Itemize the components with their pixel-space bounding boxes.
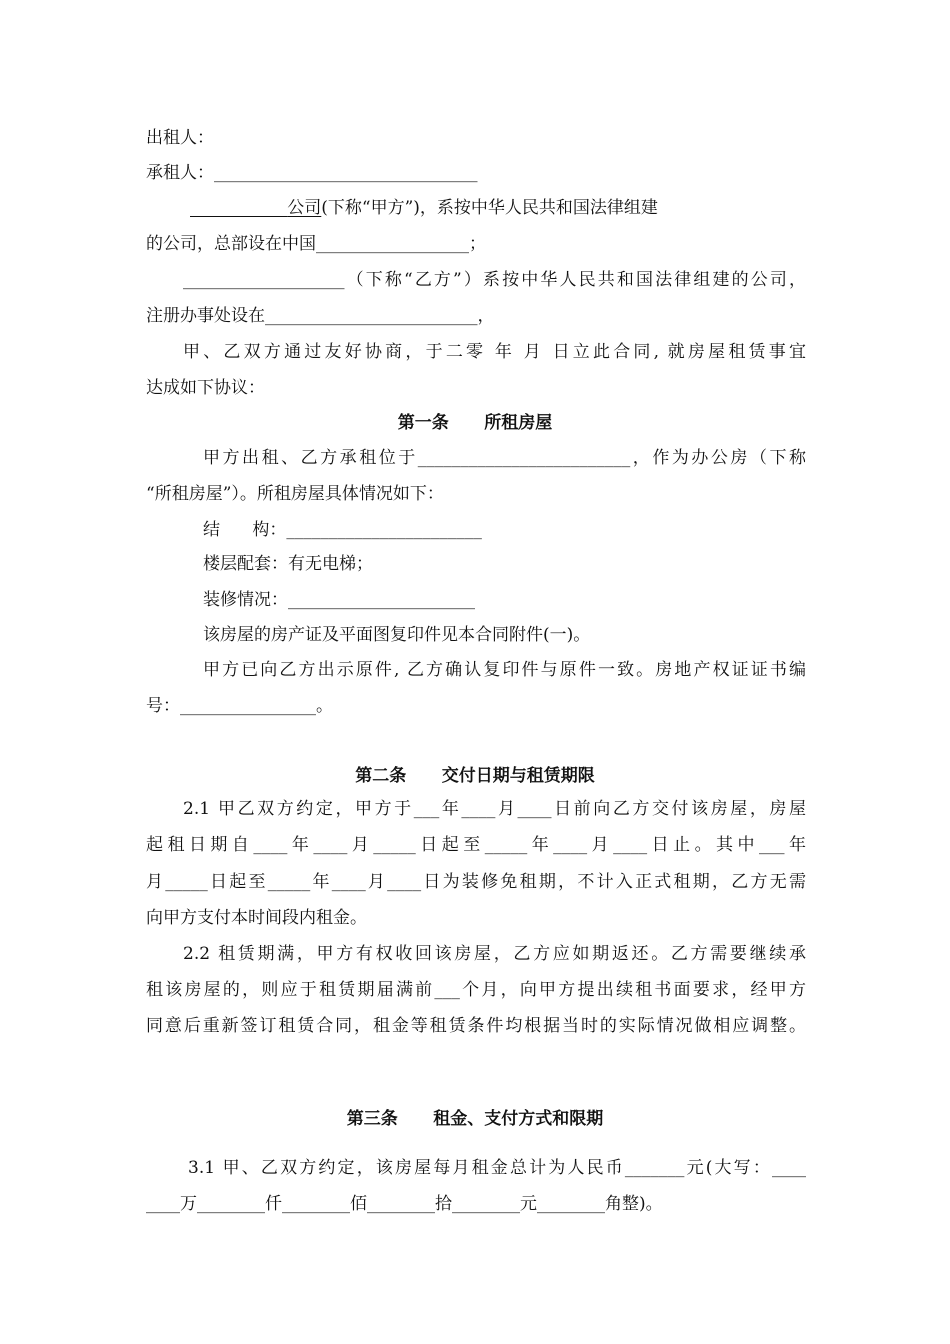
certificate-line: 甲方已向乙方出示原件, 乙方确认复印件与原件一致。房地产权证证书编	[203, 660, 806, 680]
clause-3-1-line-2: ____万________仟________佰________拾________元________角整)。	[146, 1194, 663, 1214]
clause-2-1-line-1: 2.1 甲乙双方约定，甲方于___年____月____日前向乙方交付该房屋，房屋	[183, 799, 806, 819]
party-b-line: ___________________（下称“乙方”）系按中华人民共和国法律组建的公司，	[183, 270, 806, 290]
article-1-heading: 第一条 所租房屋	[397, 413, 553, 433]
lessee-line: 承租人：_______________________________	[146, 163, 478, 183]
consensus-line: 甲、乙双方通过友好协商，于二零 年 月 日立此合同, 就房屋租赁事宜	[183, 342, 806, 362]
lessor-line: 出租人：	[146, 128, 214, 148]
attachment-note: 该房屋的房产证及平面图复印件见本合同附件(一)。	[203, 625, 591, 645]
premises-location-line: 甲方出租、乙方承租位于_________________________，作为办公房（下称	[203, 448, 806, 468]
article-2-heading: 第二条 交付日期与租赁期限	[355, 766, 595, 786]
clause-2-1-line-2: 起租日期自____年____月_____日起至_____年____月____日止。其中___年	[146, 835, 806, 855]
clause-3-1-line-1: 3.1 甲、乙双方约定，该房屋每月租金总计为人民币_______元(大写：____	[188, 1158, 806, 1178]
floor-facilities-field: 楼层配套：有无电梯；	[203, 554, 373, 574]
party-a-headquarters: 的公司，总部设在中国__________________；	[146, 234, 486, 254]
premises-description-line: “所租房屋”）。所租房屋具体情况如下：	[146, 484, 444, 504]
party-a-name-blank[interactable]	[190, 198, 287, 218]
clause-2-2-line-1: 2.2 租赁期满，甲方有权收回该房屋，乙方应如期返还。乙方需要继续承	[183, 944, 806, 964]
clause-2-2-line-2: 租该房屋的，则应于租赁期届满前___个月，向甲方提出续租书面要求，经甲方	[146, 980, 806, 1000]
consensus-line-2: 达成如下协议：	[146, 378, 265, 398]
company-label: 公司	[287, 198, 322, 218]
clause-2-1-line-4: 向甲方支付本时间段内租金。	[146, 908, 367, 928]
decoration-field: 装修情况：______________________	[203, 590, 475, 610]
party-a-line	[190, 196, 658, 220]
clause-2-1-line-3: 月_____日起至_____年____月____日为装修免租期，不计入正式租期，乙方无需	[146, 872, 806, 892]
article-3-heading: 第三条 租金、支付方式和限期	[346, 1109, 604, 1129]
party-b-registered-office: 注册办事处设在_________________________，	[146, 306, 495, 326]
party-a-definition: (下称“甲方”)，系按中华人民共和国法律组建	[321, 198, 658, 218]
certificate-number-line: 号：________________。	[146, 696, 333, 716]
clause-2-2-line-3: 同意后重新签订租赁合同，租金等租赁条件均根据当时的实际情况做相应调整。	[146, 1016, 806, 1036]
structure-field: 结 构：_______________________	[203, 520, 482, 540]
